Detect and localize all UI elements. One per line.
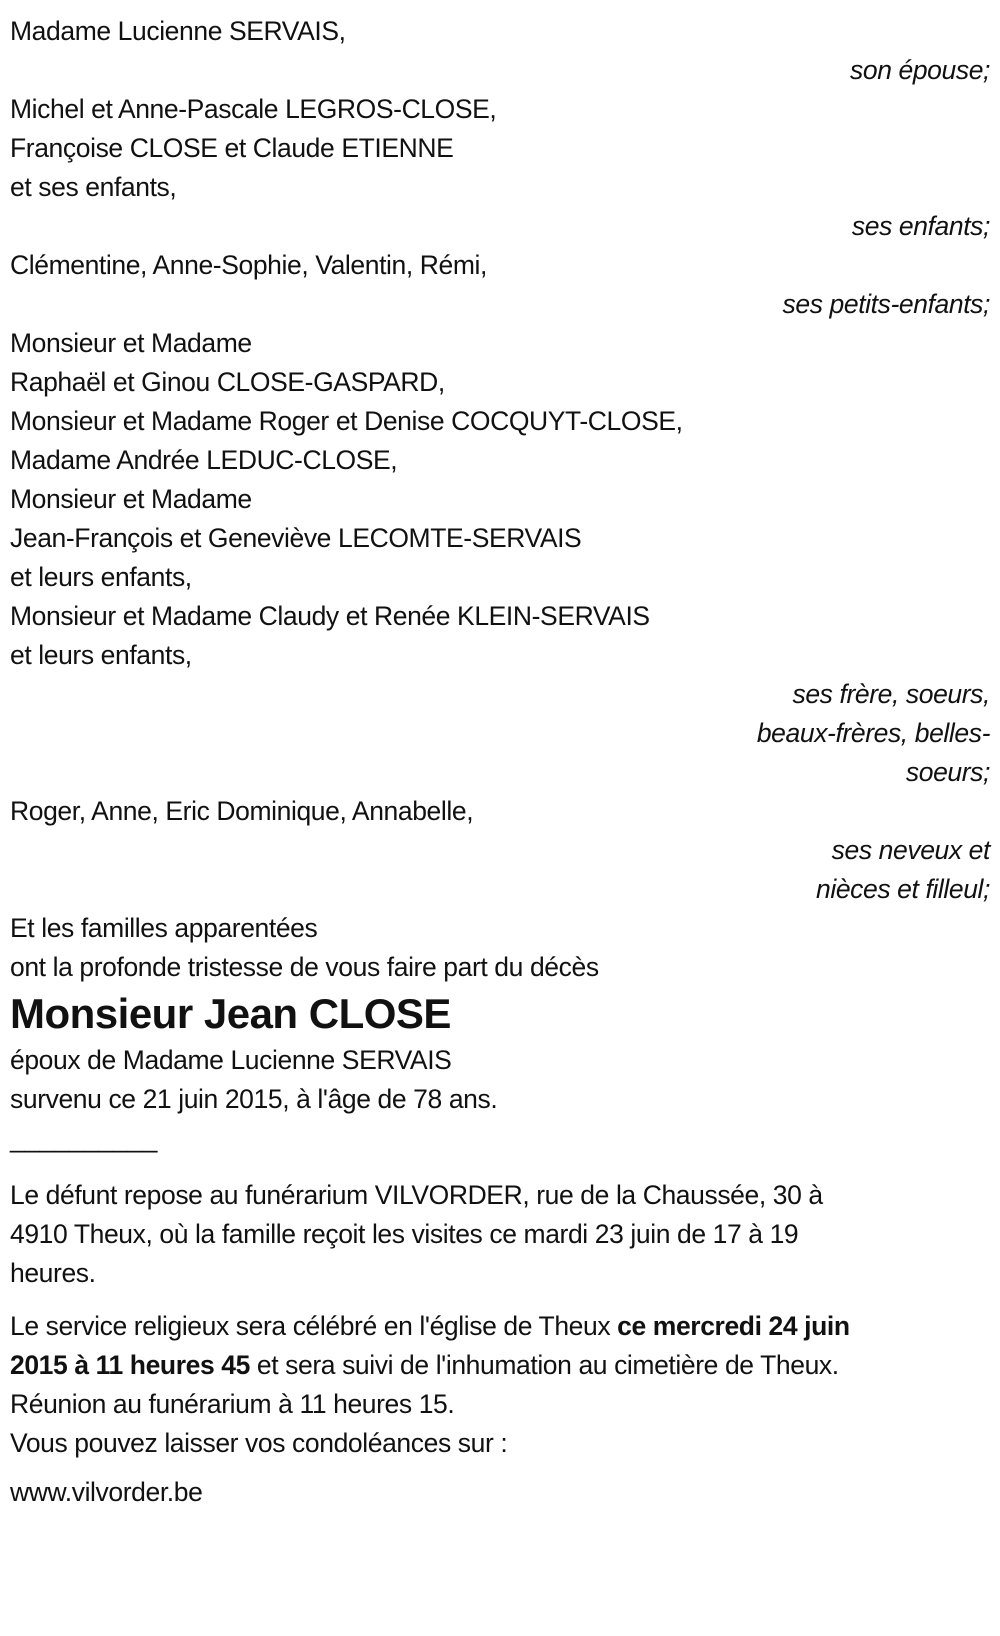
relation-label-line: ses frère, soeurs,	[792, 679, 990, 709]
spouse-of-line: époux de Madame Lucienne SERVAIS	[10, 1045, 452, 1075]
service-text: Le service religieux sera célébré en l'église de Theux	[10, 1311, 618, 1341]
relation-label-line: nièces et filleul;	[816, 874, 990, 904]
siblings-line: Monsieur et Madame Roger et Denise COCQUYT-CLOSE,	[10, 406, 683, 436]
service-text: et sera suivi de l'inhumation au cimetière de Theux.	[249, 1350, 839, 1380]
service-time-bold: 2015 à 11 heures 45	[10, 1350, 250, 1380]
children-line: Michel et Anne-Pascale LEGROS-CLOSE,	[10, 94, 497, 124]
siblings-line: Raphaël et Ginou CLOSE-GASPARD,	[10, 367, 445, 397]
children-line: Françoise CLOSE et Claude ETIENNE	[10, 133, 454, 163]
reunion-line: Réunion au funérarium à 11 heures 15.	[10, 1389, 455, 1419]
grandchildren-line: Clémentine, Anne-Sophie, Valentin, Rémi,	[10, 250, 487, 280]
nephews-line: Roger, Anne, Eric Dominique, Annabelle,	[10, 796, 474, 826]
relation-label-line: soeurs;	[905, 757, 990, 787]
condolences-line: Vous pouvez laisser vos condoléances sur :	[10, 1428, 508, 1458]
deceased-name-title: Monsieur Jean CLOSE	[10, 990, 451, 1037]
relation-label-spouse: son épouse;	[850, 55, 990, 85]
service-line	[10, 1346, 990, 1385]
siblings-line: et leurs enfants,	[10, 562, 192, 592]
siblings-line: Monsieur et Madame	[10, 328, 252, 358]
service-date-bold: ce mercredi 24 juin	[617, 1311, 850, 1341]
section-divider: __________	[10, 1123, 158, 1153]
relation-label-siblings	[10, 675, 990, 792]
relation-label-nephews	[10, 831, 990, 909]
siblings-line: Madame Andrée LEDUC-CLOSE,	[10, 445, 398, 475]
service-paragraph	[10, 1307, 990, 1385]
siblings-line: et leurs enfants,	[10, 640, 192, 670]
relation-label-line: ses neveux et	[831, 835, 990, 865]
relation-label-line: beaux-frères, belles-	[756, 718, 990, 748]
family-credits	[10, 12, 990, 948]
siblings-line: Monsieur et Madame Claudy et Renée KLEIN-SERVAIS	[10, 601, 650, 631]
children-line: et ses enfants,	[10, 172, 177, 202]
website-link[interactable]: www.vilvorder.be	[10, 1477, 203, 1507]
visitation-paragraph	[10, 1176, 990, 1293]
spouse-name-line: Madame Lucienne SERVAIS,	[10, 16, 346, 46]
service-line	[10, 1307, 990, 1346]
relation-label-grandchildren: ses petits-enfants;	[782, 289, 990, 319]
visitation-line: 4910 Theux, où la famille reçoit les visites ce mardi 23 juin de 17 à 19	[10, 1219, 799, 1249]
siblings-line: Jean-François et Geneviève LECOMTE-SERVAIS	[10, 523, 582, 553]
visitation-line: heures.	[10, 1258, 96, 1288]
siblings-line: Monsieur et Madame	[10, 484, 252, 514]
death-date-line: survenu ce 21 juin 2015, à l'âge de 78 ans.	[10, 1084, 498, 1114]
relation-label-children: ses enfants;	[851, 211, 990, 241]
related-families-line: Et les familles apparentées	[10, 913, 318, 943]
visitation-line: Le défunt repose au funérarium VILVORDER, rue de la Chaussée, 30 à	[10, 1180, 823, 1210]
announcement-line: ont la profonde tristesse de vous faire part du décès	[10, 952, 599, 982]
